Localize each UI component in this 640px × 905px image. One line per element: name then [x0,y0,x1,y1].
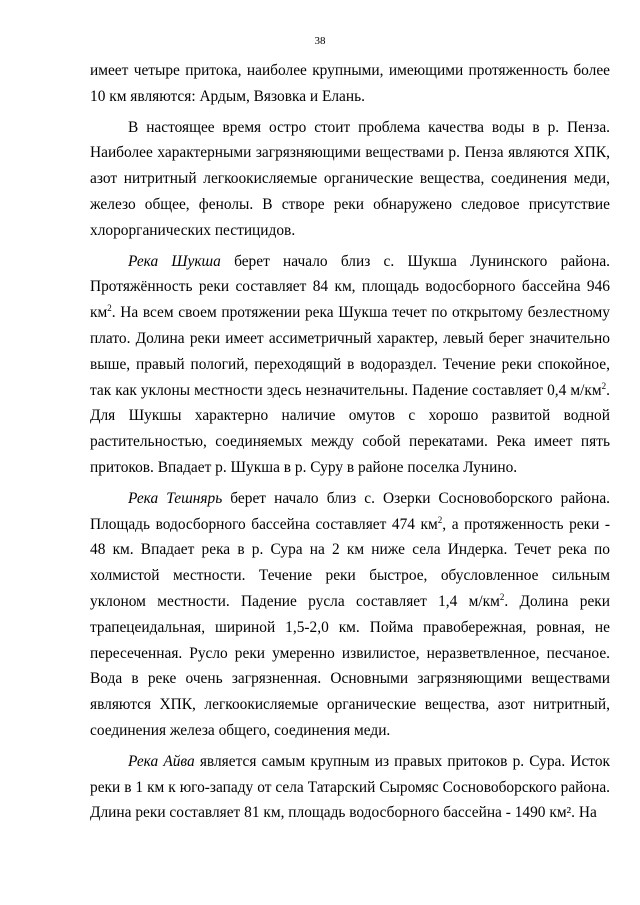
paragraph-1: имеет четыре притока, наиболее крупными, имеющими протяженность более 10 км являются: Ардым, Вязовка и Елань. [90,62,610,105]
paragraph-3-text-2: . На всем своем протяжении река Шукша течет по открытому безлестному плато. Долина реки имеет ассиметричный характер, левый берег значительно выше, правый пологий, переходящий в водораздел. Течение реки спокойное, так как уклоны местности здесь незначительны. Падение составляет 0,4 м/км [90,304,610,399]
river-name-aiva: Река Айва [128,752,195,770]
superscript-2: 2 [437,514,443,525]
river-name-teshnyar: Река Тешнярь [128,489,223,507]
superscript-2: 2 [107,303,112,314]
paragraph-3-text-1: берет начало близ с. Шукша Лунинского района. Протяжённость реки составляет 84 км, площадь водосборного бассейна 946 км [90,252,610,322]
paragraph-4-text-3: . Долина реки трапецеидальная, шириной 1,5-2,0 км. Пойма правобережная, ровная, не пересеченная. Русло реки умеренно извилистое, неразветвленное, песчаное. Вода в реке очень загрязненная. Основными загрязняющими веществами являются ХПК, легкоокисляемые органические вещества, азот нитритный, соединения железа общего, соединения меди. [90,592,610,739]
paragraph-5 [90,749,610,826]
superscript-2: 2 [601,380,607,391]
paragraph-4-text-2: , а протяженность реки - 48 км. Впадает река в р. Сура на 2 км ниже села Индерка. Течет река по холмистой местности. Течение реки быстрое, обусловленное сильным уклоном местности. Падение русла составляет 1,4 м/км [90,515,610,610]
paragraph-3-text-3: . Для Шукшы характерно наличие омутов с хорошо развитой водной растительностью, соединяемых между собой перекатами. Река имеет пять притоков. Впадает р. Шукша в р. Суру в районе поселка Лунино. [90,381,610,476]
paragraph-4-text-1: берет начало близ с. Озерки Сосновоборского района. Площадь водосборного бассейна составляет 474 км [90,489,610,533]
page-number: 38 [314,35,326,47]
body-text [90,58,610,826]
paragraph-2: В настоящее время остро стоит проблема качества воды в р. Пенза. Наиболее характерными загрязняющими веществами р. Пенза являются ХПК, азот нитритный легкоокисляемые органические вещества, соединения меди, железо общее, фенолы. В створе реки обнаружено следовое присутствие хлорорганических пестицидов. [90,118,610,239]
paragraph-5-text-1: является самым крупным из правых притоков р. Сура. Исток реки в 1 км к юго-западу от села Татарский Сыромяс Сосновоборского района. Длина реки составляет 81 км, площадь водосборного бассейна - 1490 км². На [90,752,610,822]
paragraph-4 [90,486,610,744]
paragraph-3 [90,249,610,481]
superscript-2: 2 [499,591,505,602]
river-name-shuksha: Река Шукша [128,252,221,270]
